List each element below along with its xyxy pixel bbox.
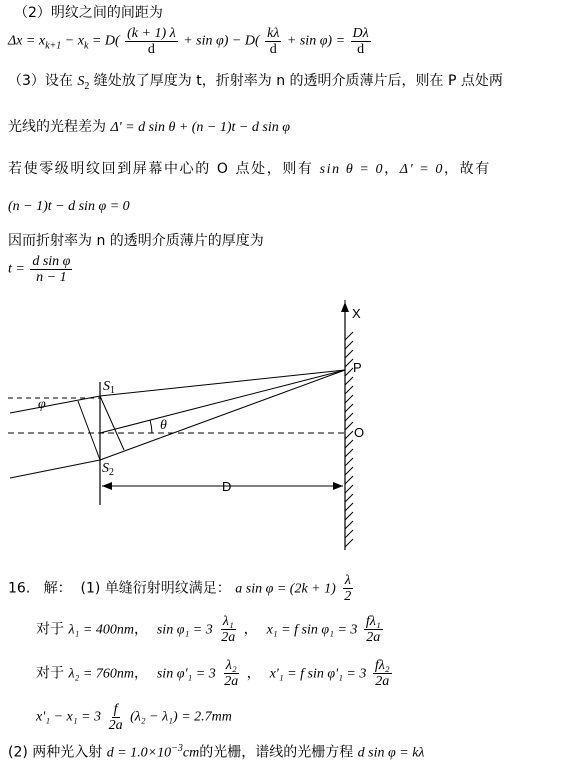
- hatch-mark: [345, 485, 353, 493]
- hatch-mark: [345, 521, 353, 529]
- grating-line: (2) 两种光入射 $d = 1.0\times 10^{-3}cm$的光栅，谱线的光栅方程 d sin φ = kλ: [8, 743, 425, 761]
- fringe-spacing-equation: $\Delta x = x_{k+1} - x_k = D$( $\frac{(k + 1) \lambda}{d}$ + sin φ) − D( $\frac{k\lambda}{d}$ + sin φ) = $\frac{D\lambda}{d}$: [8, 26, 369, 57]
- hatch-mark: [345, 413, 353, 421]
- hatch-mark: [345, 530, 353, 538]
- fraction: $\frac{D\lambda}{d}$: [352, 26, 369, 57]
- zero-order-equation: (n − 1)t − d sin φ = 0: [8, 199, 130, 214]
- hatch-mark: [345, 350, 353, 358]
- thickness-equation: t = $\frac{\text{d sin φ}}{n - 1}$: [8, 254, 71, 285]
- path-difference-line: 光线的光程差为 Δ' = d sin θ + (n − 1)t − d sin φ: [8, 119, 290, 135]
- hatch-mark: [345, 449, 353, 457]
- part3-paragraph: （3）设在 $S_2$ 缝处放了厚度为 t，折射率为 n 的透明介质薄片后，则在 P 点处两: [8, 73, 503, 92]
- lambda1-line: 对于 λ₁ = 400nm， sin φ₁ = 3 $\frac{\text{λ₁}}{2a}$ ， x₁ = f sin φ₁ = 3 $\frac{\text{fλ₁}}{2a}$: [36, 614, 381, 645]
- hatch-mark: [345, 458, 353, 466]
- part2-heading: （2）明纹之间的间距为: [14, 5, 163, 21]
- fraction: $\frac{k\lambda}{d}$: [267, 26, 280, 57]
- hatch-mark: [345, 386, 353, 394]
- hatch-mark: [345, 467, 353, 475]
- lambda2-line: 对于 λ₂ = 760nm， sin φ'₁ = 3 $\frac{\text{λ₂}}{2a}$ ， x'₁ = f sin φ'₁ = 3 $\frac{\text{fλ₂}}{2a}$: [36, 658, 390, 689]
- fraction: $\frac{\text{d sin φ}}{n - 1}$: [32, 254, 71, 285]
- path-diff-line: [100, 396, 124, 450]
- s2-label: $S_2$: [102, 461, 114, 478]
- wavefront-line: [78, 401, 100, 460]
- fraction: $\frac{\lambda}{2}$: [344, 573, 352, 604]
- fraction: $\frac{\text{fλ₂}}{2a}$: [374, 658, 390, 689]
- phi-label: φ: [38, 397, 46, 412]
- incident-ray-lower: [10, 460, 100, 478]
- hatch-mark: [345, 503, 353, 511]
- x-axis-arrowhead: [341, 302, 349, 312]
- ray-center-to-p: [100, 370, 345, 433]
- p-label: P: [353, 360, 362, 375]
- hatch-mark: [345, 440, 353, 448]
- problem-16-line: 16. 解： (1) 单缝衍射明纹满足： a sin φ = (2k + 1) $\frac{\lambda}{2}$: [8, 573, 352, 604]
- theta-label: θ: [160, 418, 167, 433]
- fraction: $\frac{\text{λ₁}}{2a}$: [221, 614, 236, 645]
- theta-arc: [150, 420, 152, 433]
- hatch-mark: [345, 404, 353, 412]
- fraction: $\frac{(k + 1) \lambda}{d}$: [127, 26, 176, 57]
- arrow-left: [102, 482, 112, 490]
- incident-ray-upper: [10, 396, 100, 413]
- arrow-right: [333, 482, 343, 490]
- hatch-mark: [345, 341, 353, 349]
- hatch-mark: [345, 395, 353, 403]
- zero-order-line: 若使零级明纹回到屏幕中心的 O 点处，则有 sin θ = 0，Δ' = 0，故有: [8, 161, 491, 177]
- s1-label: $S_1$: [103, 379, 115, 396]
- hatch-mark: [345, 539, 353, 547]
- x-label: X: [352, 306, 361, 321]
- fraction: $\frac{\text{fλ₁}}{2a}$: [365, 614, 381, 645]
- hatch-mark: [345, 377, 353, 385]
- hatch-mark: [345, 359, 353, 367]
- fraction: $\frac{\text{λ₂}}{2a}$: [224, 658, 239, 689]
- double-slit-diagram: [0, 300, 571, 560]
- difference-line: x'₁ − x₁ = 3 $\frac{f}{2a}$ (λ₂ − λ₁) = 2.7mm: [36, 702, 232, 733]
- thickness-text: 因而折射率为 n 的透明介质薄片的厚度为: [8, 233, 264, 249]
- screen-hatching: [345, 332, 353, 547]
- hatch-mark: [345, 422, 353, 430]
- hatch-mark: [345, 332, 353, 340]
- d-label: D: [222, 479, 232, 494]
- hatch-mark: [345, 368, 353, 376]
- hatch-mark: [345, 494, 353, 502]
- hatch-mark: [345, 512, 353, 520]
- fraction: $\frac{f}{2a}$: [108, 702, 123, 733]
- o-label: O: [354, 425, 365, 440]
- hatch-mark: [345, 476, 353, 484]
- hatch-mark: [345, 431, 353, 439]
